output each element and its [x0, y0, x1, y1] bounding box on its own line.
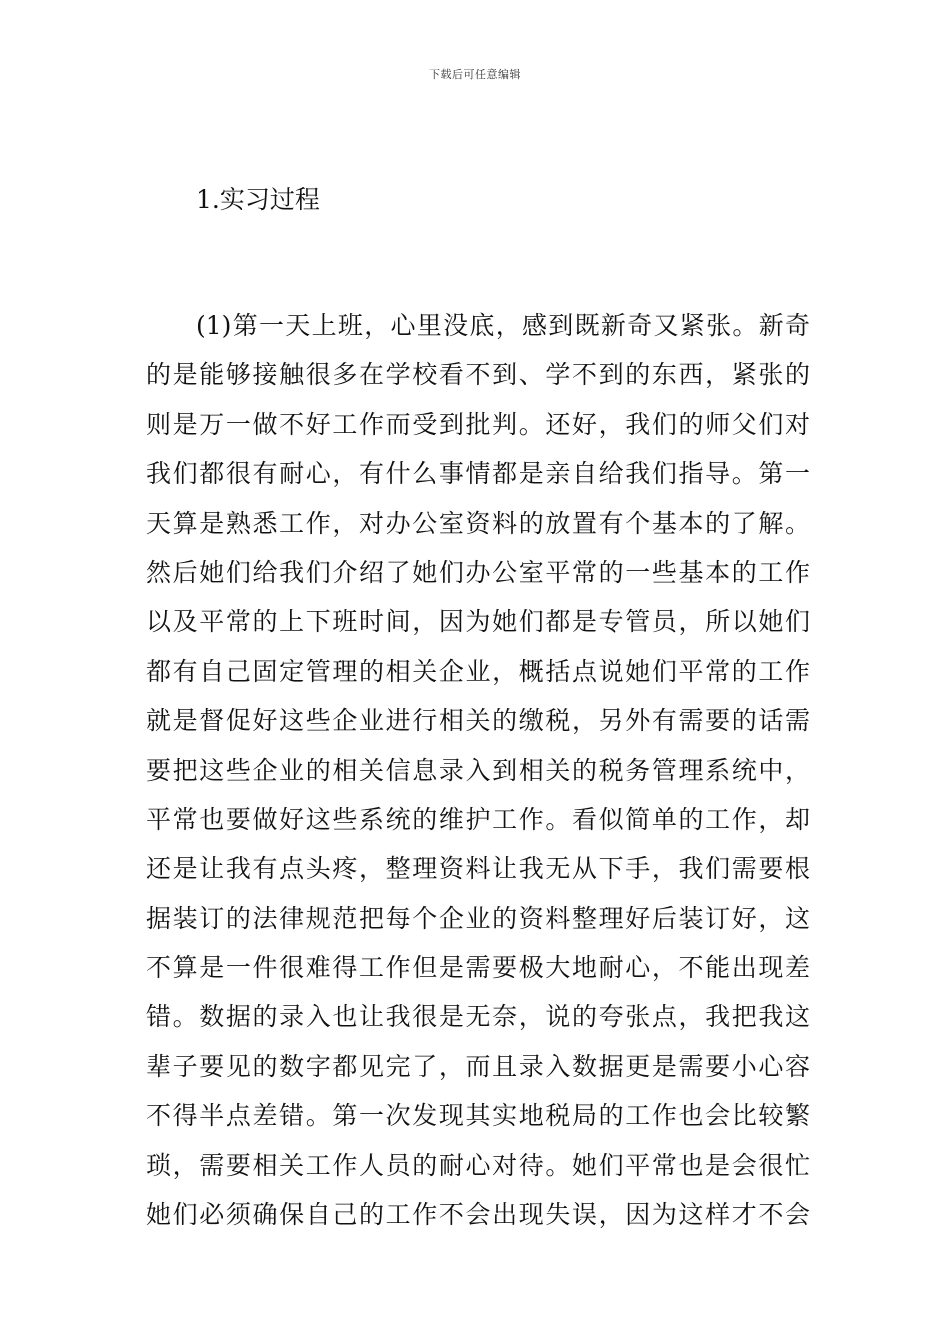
paragraph-line: 她们必须确保自己的工作不会出现失误，因为这样才不会 — [146, 1200, 810, 1230]
paragraph-line: 平常也要做好这些系统的维护工作。看似简单的工作，却 — [146, 804, 810, 834]
header-note: 下载后可任意编辑 — [429, 68, 521, 81]
paragraph-line: 以及平常的上下班时间，因为她们都是专管员，所以她们 — [146, 607, 810, 637]
paragraph-line: 要把这些企业的相关信息录入到相关的税务管理系统中， — [146, 755, 810, 785]
paragraph-line: 还是让我有点头疼，整理资料让我无从下手，我们需要根 — [146, 854, 810, 884]
paragraph-line: 天算是熟悉工作，对办公室资料的放置有个基本的了解。 — [146, 508, 810, 538]
paragraph-line: 则是万一做不好工作而受到批判。还好，我们的师父们对 — [146, 409, 810, 439]
paragraph-line: (1)第一天上班，心里没底，感到既新奇又紧张。新奇 — [196, 311, 810, 340]
paragraph-line: 的是能够接触很多在学校看不到、学不到的东西，紧张的 — [146, 360, 810, 390]
paragraph-line: 据装订的法律规范把每个企业的资料整理好后装订好，这 — [146, 903, 810, 933]
paragraph-line: 我们都很有耐心，有什么事情都是亲自给我们指导。第一 — [146, 459, 810, 489]
paragraph-line: 琐，需要相关工作人员的耐心对待。她们平常也是会很忙 — [146, 1150, 810, 1180]
paragraph-line: 就是督促好这些企业进行相关的缴税，另外有需要的话需 — [146, 706, 810, 736]
body-paragraph — [146, 301, 810, 1239]
paragraph-line: 不算是一件很难得工作但是需要极大地耐心，不能出现差 — [146, 953, 810, 983]
paragraph-line: 不得半点差错。第一次发现其实地税局的工作也会比较繁 — [146, 1101, 810, 1131]
paragraph-line: 然后她们给我们介绍了她们办公室平常的一些基本的工作 — [146, 557, 810, 587]
section-title: 1.实习过程 — [196, 185, 320, 214]
paragraph-line: 辈子要见的数字都见完了，而且录入数据更是需要小心容 — [146, 1051, 810, 1081]
paragraph-line: 错。数据的录入也让我很是无奈，说的夸张点，我把我这 — [146, 1002, 810, 1032]
paragraph-line: 都有自己固定管理的相关企业，概括点说她们平常的工作 — [146, 656, 810, 686]
